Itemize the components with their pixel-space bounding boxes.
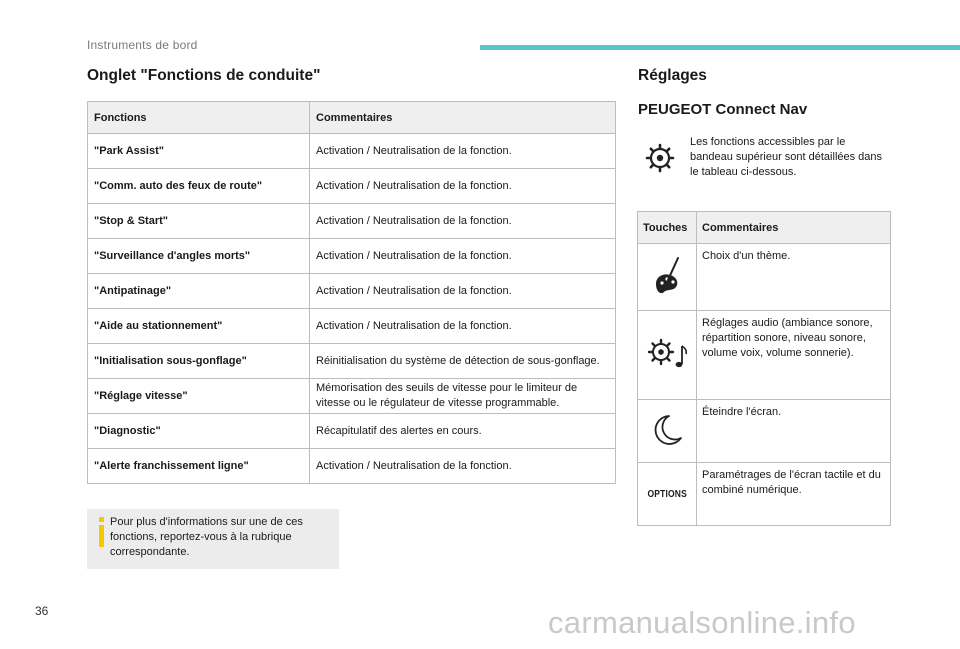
- table-row: [88, 309, 616, 344]
- function-name: "Stop & Start": [88, 204, 310, 239]
- function-comment: Activation / Neutralisation de la fonction.: [310, 204, 616, 239]
- table-row: [88, 204, 616, 239]
- column-header: Fonctions: [88, 102, 310, 134]
- function-name: "Alerte franchissement ligne": [88, 449, 310, 484]
- function-comment: Réinitialisation du système de détection de sous-gonflage.: [310, 344, 616, 379]
- function-name: "Comm. auto des feux de route": [88, 169, 310, 204]
- function-comment: Activation / Neutralisation de la fonction.: [310, 309, 616, 344]
- key-cell: [638, 244, 697, 311]
- table-row: [638, 400, 891, 463]
- settings-intro-text: Les fonctions accessibles par le bandeau supérieur sont détaillées dans le tableau ci-dessous.: [690, 136, 883, 178]
- function-name: "Aide au stationnement": [88, 309, 310, 344]
- functions-table: [87, 101, 616, 484]
- function-name: "Surveillance d'angles morts": [88, 239, 310, 274]
- keys-table: [637, 211, 891, 526]
- key-cell: [638, 400, 697, 463]
- function-comment: Activation / Neutralisation de la fonction.: [310, 134, 616, 169]
- key-comment: Éteindre l'écran.: [697, 400, 891, 463]
- key-comment: Réglages audio (ambiance sonore, répartition sonore, niveau sonore, volume voix, volume sonnerie).: [697, 311, 891, 400]
- function-name: "Antipatinage": [88, 274, 310, 309]
- key-comment: Choix d'un thème.: [697, 244, 891, 311]
- section-label: Instruments de bord: [87, 38, 198, 52]
- key-cell: [638, 463, 697, 526]
- options-label: OPTIONS: [647, 489, 687, 500]
- function-comment: Mémorisation des seuils de vitesse pour le limiteur de vitesse ou le régulateur de vitesse programmable.: [310, 379, 616, 414]
- page-number: 36: [35, 604, 49, 618]
- table-row: [638, 311, 891, 400]
- column-header: Commentaires: [697, 212, 891, 244]
- function-comment: Activation / Neutralisation de la fonction.: [310, 274, 616, 309]
- function-name: "Diagnostic": [88, 414, 310, 449]
- info-note-text: Pour plus d'informations sur une de ces fonctions, reportez-vous à la rubrique correspondante.: [110, 516, 303, 558]
- table-row: [88, 239, 616, 274]
- table-row: [88, 169, 616, 204]
- settings-audio-icon: [645, 336, 689, 372]
- table-header-row: [88, 102, 616, 134]
- function-comment: Récapitulatif des alertes en cours.: [310, 414, 616, 449]
- table-header-row: [638, 212, 891, 244]
- function-name: "Park Assist": [88, 134, 310, 169]
- function-comment: Activation / Neutralisation de la fonction.: [310, 239, 616, 274]
- function-comment: Activation / Neutralisation de la fonction.: [310, 449, 616, 484]
- table-row: [638, 244, 891, 311]
- moon-icon: [649, 412, 685, 448]
- key-cell: [638, 311, 697, 400]
- palette-icon: [650, 254, 684, 298]
- function-name: "Initialisation sous-gonflage": [88, 344, 310, 379]
- watermark: carmanualsonline.info: [548, 605, 856, 640]
- table-row: [88, 414, 616, 449]
- info-note-box: [87, 509, 339, 569]
- table-row: [88, 379, 616, 414]
- table-row: [88, 274, 616, 309]
- column-header: Commentaires: [310, 102, 616, 134]
- left-section-title: Onglet "Fonctions de conduite": [87, 67, 321, 84]
- function-comment: Activation / Neutralisation de la fonction.: [310, 169, 616, 204]
- gear-icon: [645, 143, 675, 173]
- right-section-subtitle: PEUGEOT Connect Nav: [638, 101, 808, 118]
- info-icon: [96, 517, 108, 547]
- table-row: [88, 134, 616, 169]
- table-row: [88, 449, 616, 484]
- table-row: [88, 344, 616, 379]
- table-row: [638, 463, 891, 526]
- key-comment: Paramétrages de l'écran tactile et du combiné numérique.: [697, 463, 891, 526]
- function-name: "Réglage vitesse": [88, 379, 310, 414]
- header-accent-bar: [480, 45, 960, 50]
- column-header: Touches: [638, 212, 697, 244]
- right-section-title: Réglages: [638, 67, 707, 84]
